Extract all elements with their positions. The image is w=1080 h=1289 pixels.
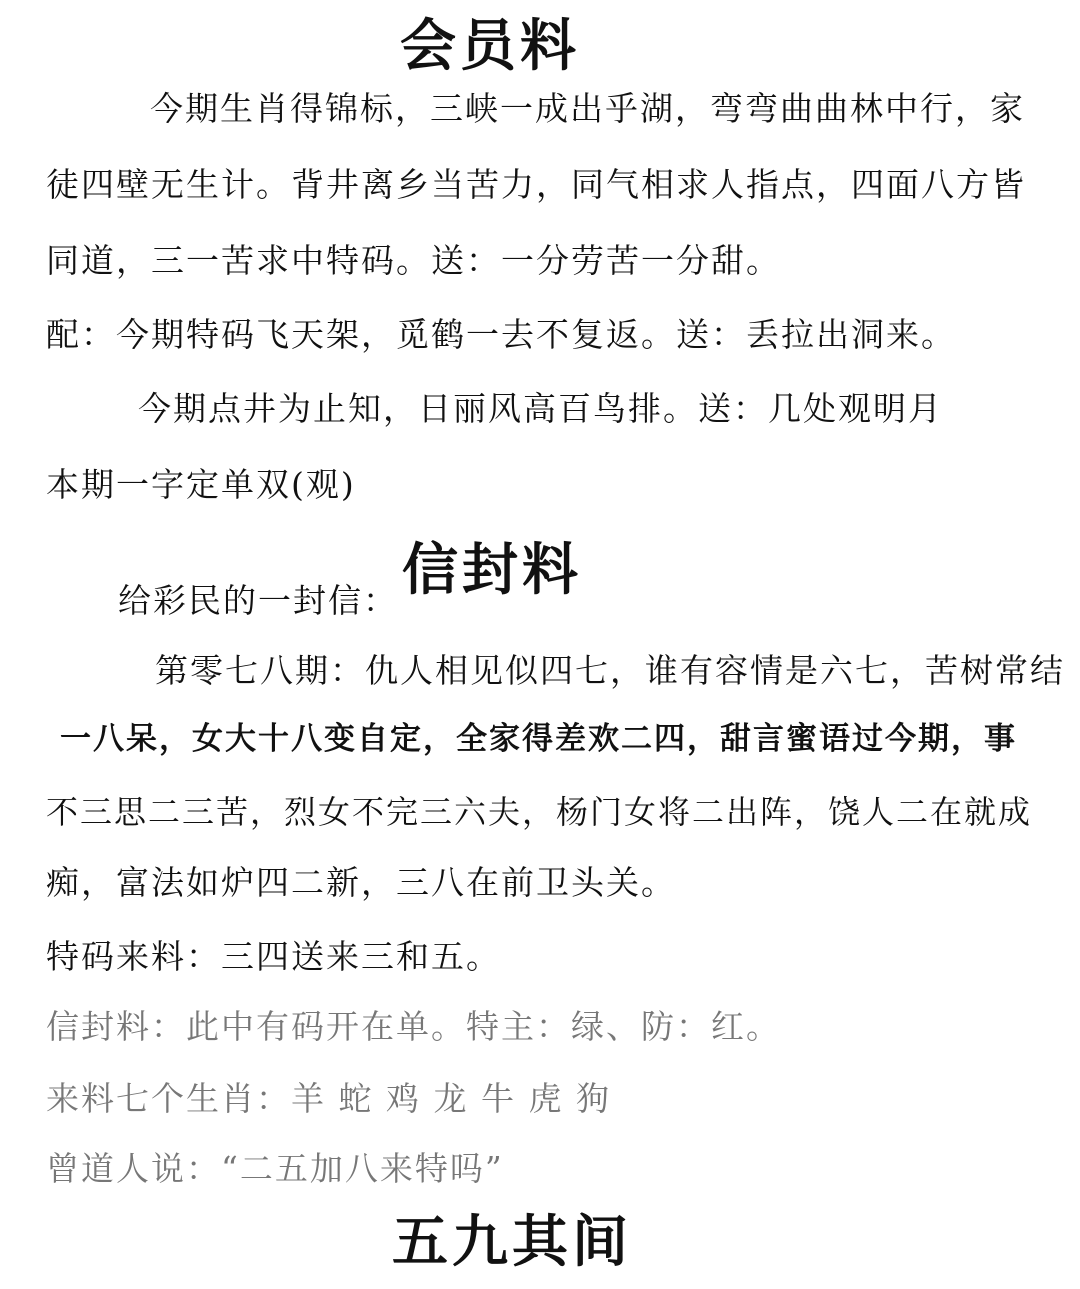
section-title-envelope: 信封料 <box>402 537 582 603</box>
envelope-line-8: 曾道人说：“二五加八来特吗” <box>46 1149 504 1188</box>
section-title-member: 会员料 <box>400 13 580 79</box>
envelope-line-7: 来料七个生肖：羊 蛇 鸡 龙 牛 虎 狗 <box>46 1079 611 1118</box>
member-line-3: 同道，三一苦求中特码。送：一分劳苦一分甜。 <box>46 241 781 280</box>
envelope-line-6: 信封料：此中有码开在单。特主：绿、防：红。 <box>46 1007 781 1046</box>
envelope-line-4: 痴，富法如炉四二新，三八在前卫头关。 <box>46 863 676 902</box>
envelope-line-2: 一八呆，女大十八变自定，全家得差欢二四，甜言蜜语过今期，事 <box>60 721 1017 757</box>
letter-intro: 给彩民的一封信： <box>118 581 398 620</box>
section-title-fifty-nine: 五九其间 <box>392 1209 632 1275</box>
member-line-5: 今期点井为止知，日丽风高百鸟排。送：几处观明月 <box>138 389 943 428</box>
envelope-line-3: 不三思二三苦，烈女不完三六夫，杨门女将二出阵，饶人二在就成 <box>46 793 1033 831</box>
envelope-line-1: 第零七八期：仇人相见似四七，谁有容情是六七，苦树常结 <box>155 651 1065 690</box>
member-line-2: 徒四壁无生计。背井离乡当苦力，同气相求人指点，四面八方皆 <box>46 165 1026 204</box>
envelope-line-5: 特码来料：三四送来三和五。 <box>46 937 501 976</box>
member-line-4: 配：今期特码飞天架，觅鹤一去不复返。送：丢拉出洞来。 <box>46 315 956 354</box>
member-line-1: 今期生肖得锦标，三峡一成出乎湖，弯弯曲曲林中行，家 <box>150 89 1025 128</box>
member-line-6: 本期一字定单双(观) <box>46 465 356 504</box>
